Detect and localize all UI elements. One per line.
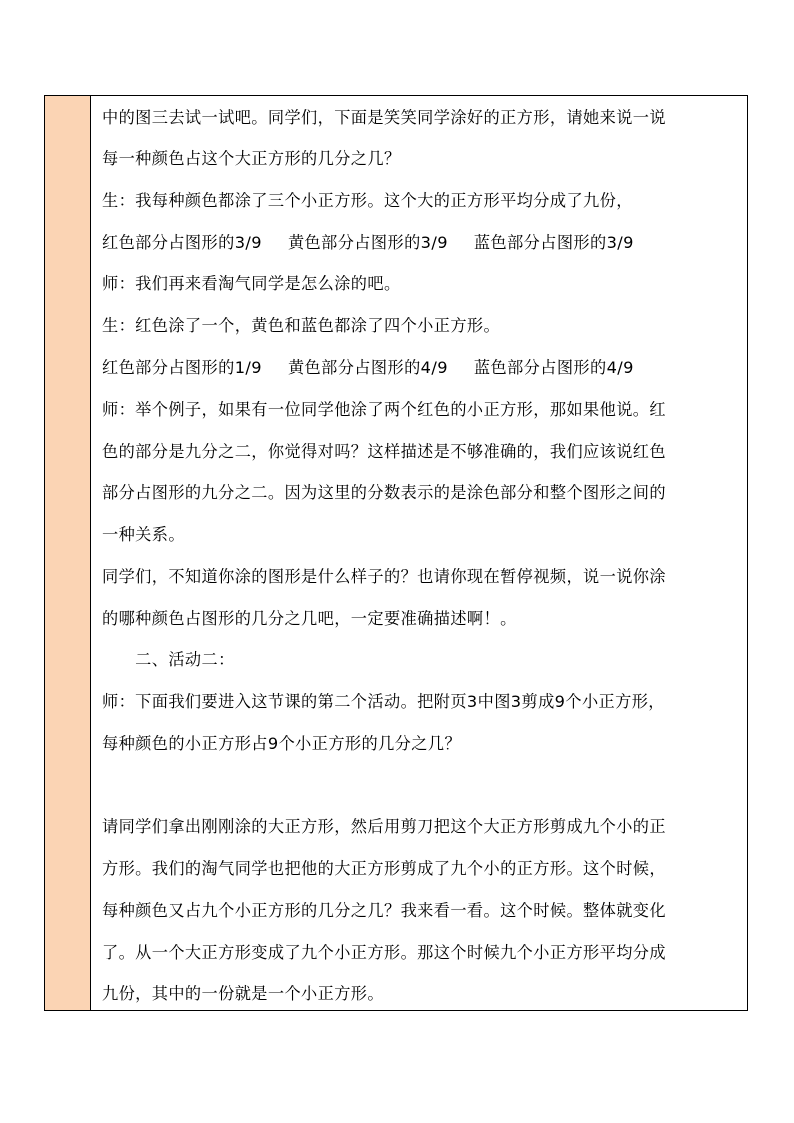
text-line: 九份，其中的一份就是一个小正方形。 [102,984,384,1003]
text-line: 一种关系。 [102,525,185,544]
blue-fraction-text: 蓝色部分占图形的4/9 [473,358,634,377]
text-line: 师：我们再来看淘气同学是怎么涂的吧。 [102,274,401,293]
yellow-fraction-text: 黄色部分占图形的3/9 [287,233,448,252]
text-line: 方形。我们的淘气同学也把他的大正方形剪成了九个小的正方形。这个时候， [102,859,666,878]
text-line: 了。从一个大正方形变成了九个小正方形。那这个时候九个小正方形平均分成 [102,943,666,962]
section-heading: 二、活动二： [102,650,235,669]
text-line: 生：我每种颜色都涂了三个小正方形。这个大的正方形平均分成了九份， [102,191,633,210]
text-line: 每一种颜色占这个大正方形的几分之几？ [102,149,401,168]
lesson-text-cell [92,96,747,1010]
text-line: 师：举个例子，如果有一位同学他涂了两个红色的小正方形，那如果他说。红 [102,400,666,419]
text-line: 生：红色涂了一个，黄色和蓝色都涂了四个小正方形。 [102,316,501,335]
shaded-side-column [45,96,91,1010]
text-line: 每种颜色的小正方形占9个小正方形的几分之几？ [102,734,462,753]
red-fraction-text: 红色部分占图形的3/9 [102,233,262,252]
fraction-line [102,357,634,379]
text-line: 中的图三去试一试吧。同学们，下面是笑笑同学涂好的正方形，请她来说一说 [102,108,666,127]
red-fraction-text: 红色部分占图形的1/9 [102,358,262,377]
blue-fraction-text: 蓝色部分占图形的3/9 [473,233,634,252]
text-line: 请同学们拿出刚刚涂的大正方形，然后用剪刀把这个大正方形剪成九个小的正 [102,817,666,836]
text-line: 每种颜色又占九个小正方形的几分之几？我来看一看。这个时候。整体就变化 [102,901,666,920]
text-line: 部分占图形的九分之二。因为这里的分数表示的是涂色部分和整个图形之间的 [102,483,666,502]
text-line: 的哪种颜色占图形的几分之几吧，一定要准确描述啊！。 [102,609,517,628]
text-line: 色的部分是九分之二，你觉得对吗？这样描述是不够准确的，我们应该说红色 [102,442,666,461]
text-line: 同学们，不知道你涂的图形是什么样子的？也请你现在暂停视频，说一说你涂 [102,567,666,586]
text-line: 师：下面我们要进入这节课的第二个活动。把附页3中图3剪成9个小正方形， [102,692,665,711]
yellow-fraction-text: 黄色部分占图形的4/9 [287,358,448,377]
lesson-table [44,95,748,1011]
fraction-line [102,232,634,254]
